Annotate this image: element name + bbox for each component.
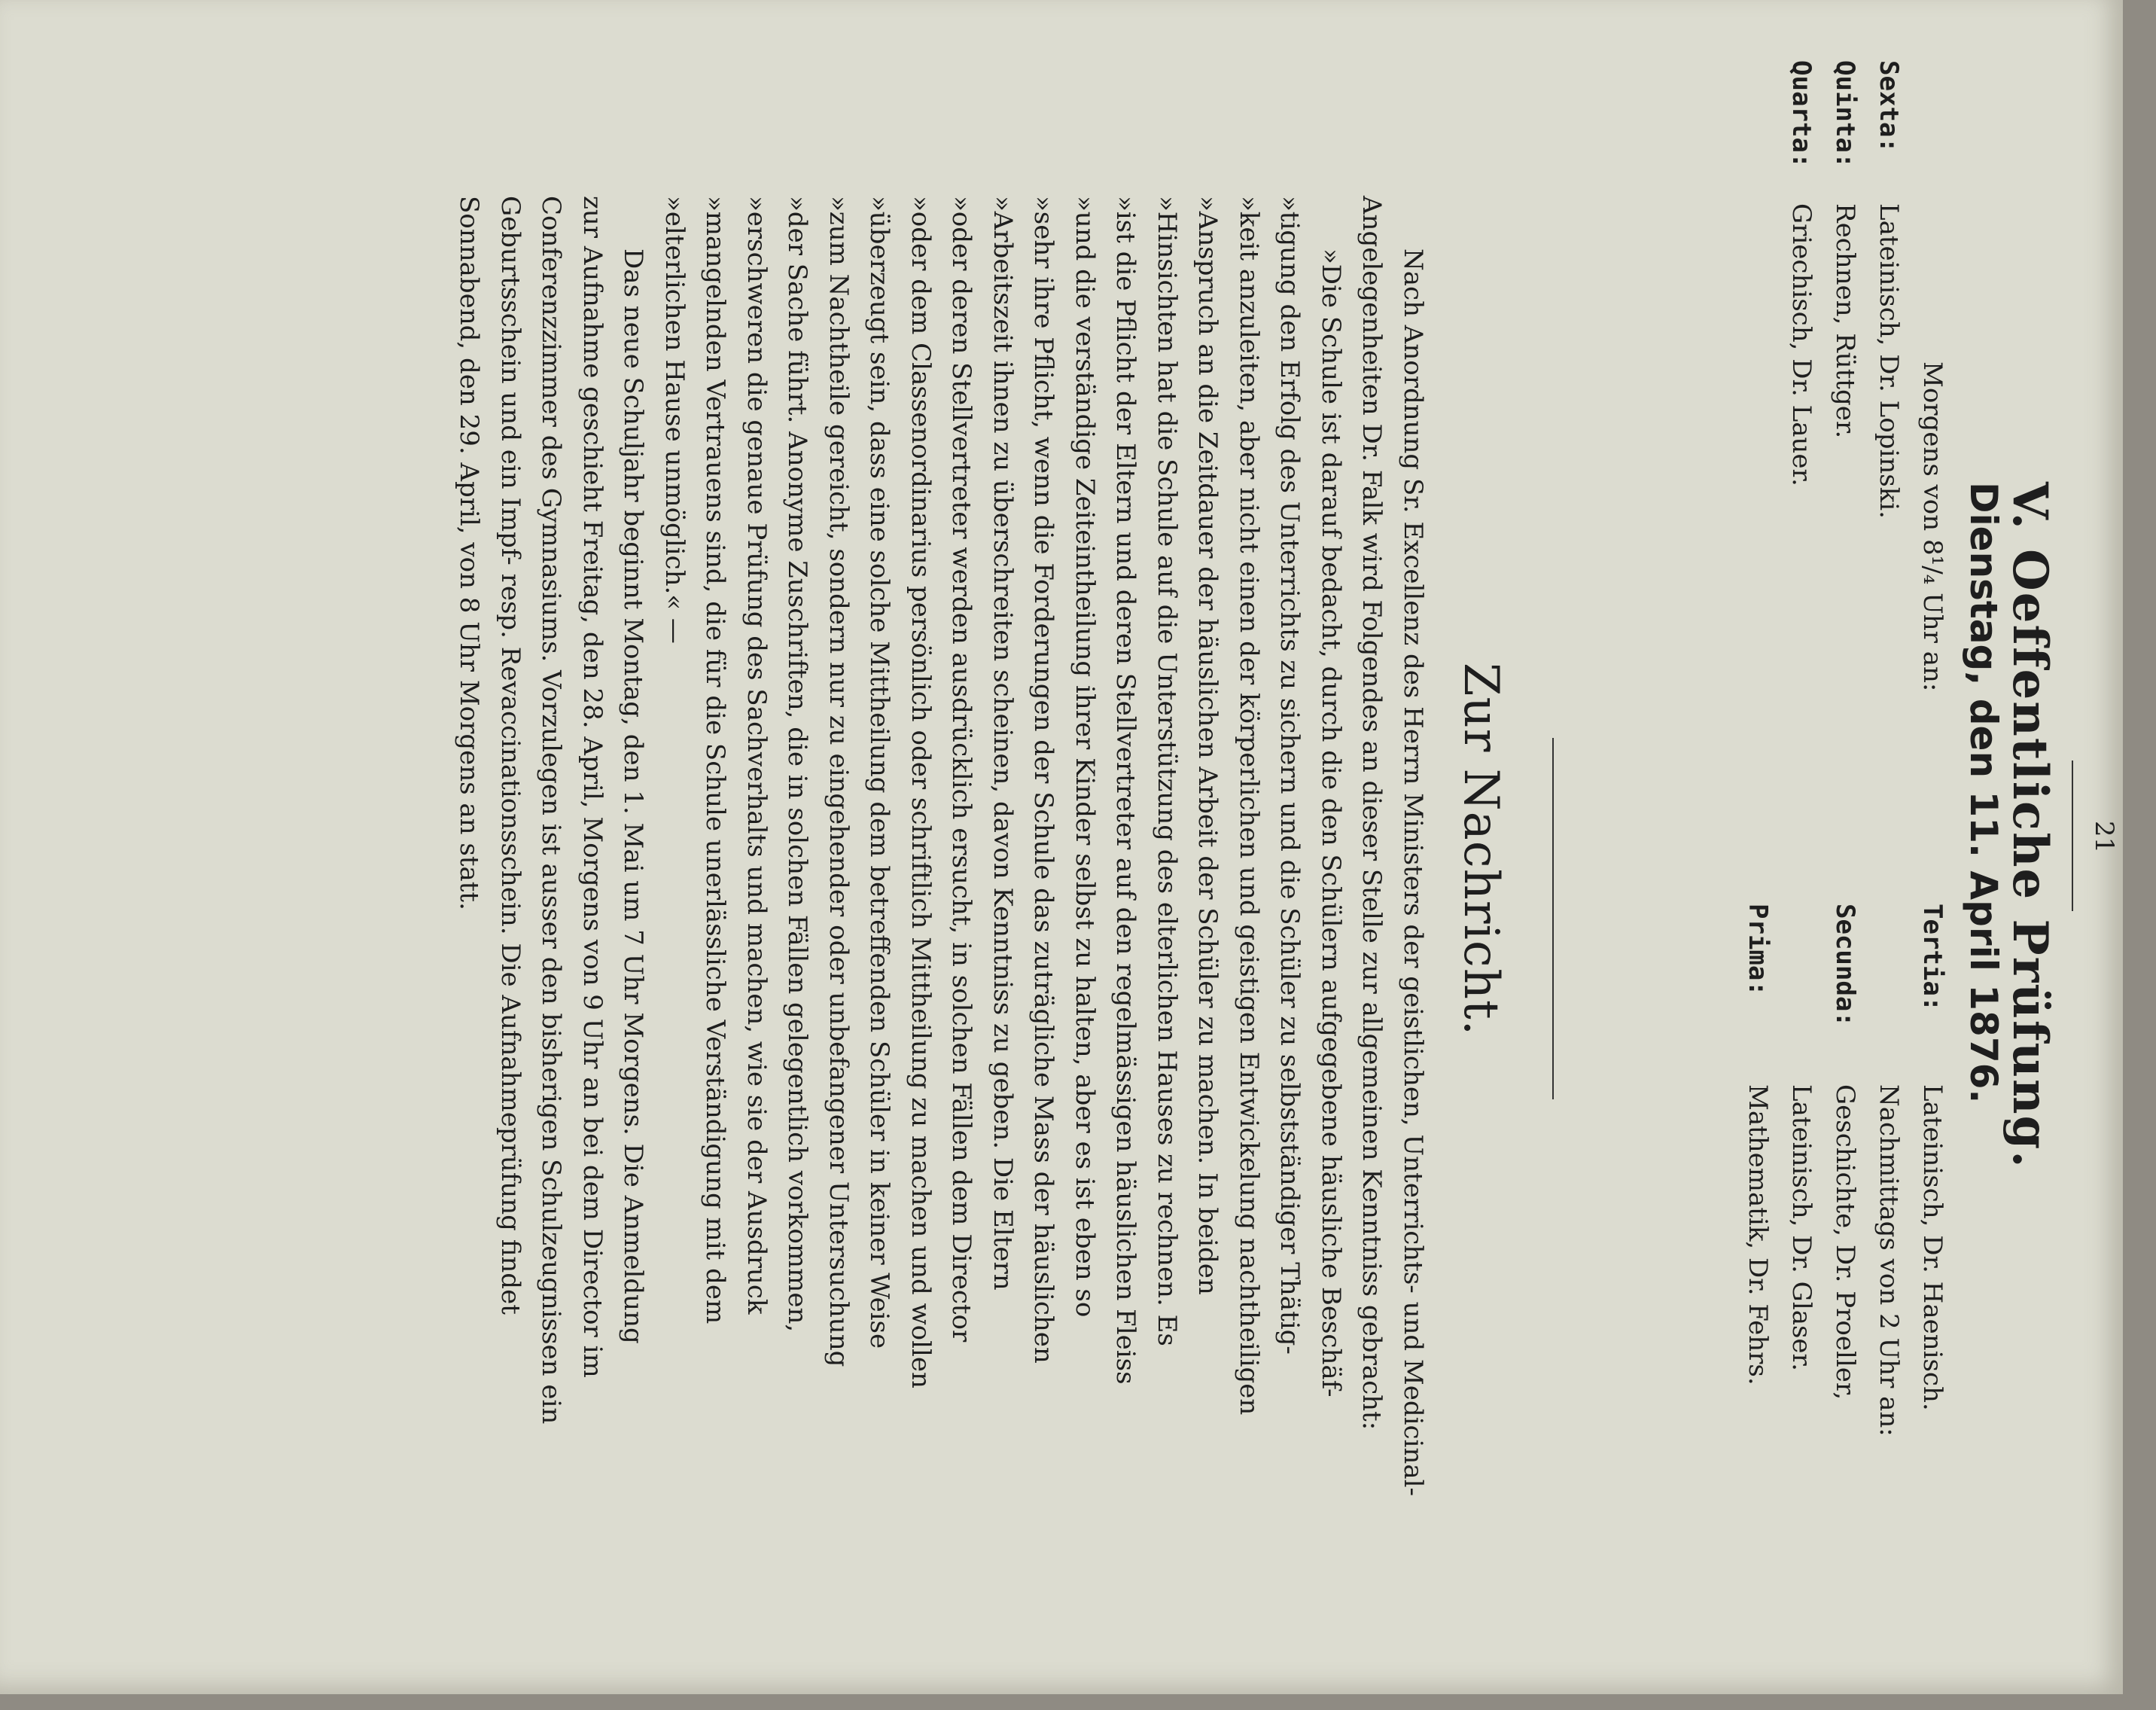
news-line: »überzeugt sein, dass eine solche Mittheilung dem betreffenden Schüler in keiner Weise [864, 196, 895, 1349]
news-line: Geburtsschein und ein Impf- resp. Revaccinationsschein. Die Aufnahmeprüfung findet [495, 196, 525, 1315]
section-divider [1552, 738, 1554, 1099]
news-line: »elterlichen Hause unmöglich.« — [659, 196, 690, 644]
news-line: »oder dem Classenordinarius persönlich oder schriftlich Mittheilung zu machen und wollen [906, 196, 936, 1388]
news-line: Sonnabend, den 29. April, von 8 Uhr Morgens an statt. [454, 196, 485, 910]
news-line: »Anspruch an die Zeitdauer der häuslichen Arbeit der Schüler zu machen. In beiden [1192, 196, 1223, 1295]
tertia-row [1911, 904, 1954, 1411]
news-line: »Die Schule ist darauf bedacht, durch die den Schülern aufgegebene häusliche Beschäf- [1316, 248, 1346, 1398]
sexta-text: Lateinisch, Dr. Lopinski. [1874, 203, 1904, 519]
secunda-row [1823, 904, 1867, 1401]
news-line: »oder deren Stellvertreter werden ausdrücklich ersucht, in solchen Fällen dem Director [946, 196, 977, 1343]
news-line: »Hinsichten hat die Schule auf die Unterstützung des elterlichen Hauses zu rechnen. Es [1152, 196, 1182, 1346]
exam-date: Dienstag, den 11. April 1876. [1962, 482, 2005, 1104]
page-number: 21 [2089, 821, 2119, 854]
news-line: Conferenzzimmer des Gymnasiums. Vorzulegen ist ausser den bisherigen Schulzeugnissen ein [536, 196, 567, 1425]
quarta-class: Quarta: [1786, 60, 1816, 169]
news-line: »Arbeitszeit ihnen zu überschreiten scheinen, davon Kenntniss zu geben. Die Eltern [988, 196, 1018, 1291]
news-line: »und die verständige Zeiteintheilung ihrer Kinder selbst zu halten, aber es ist eben so [1070, 196, 1100, 1318]
quinta-text: Rechnen, Rüttger. [1830, 203, 1860, 439]
top-rule [2072, 761, 2073, 911]
news-line: »zum Nachtheile gereicht, sondern nur zu eingehender oder unbefangener Untersuchung [824, 196, 854, 1367]
news-line: »keit anzuleiten, aber nicht einen der körperlichen und geistigen Entwickelung nachtheiligen [1234, 196, 1264, 1416]
news-title: Zur Nachricht. [1453, 663, 1509, 1037]
secunda-text-2: Lateinisch, Dr. Glaser. [1786, 1084, 1816, 1371]
afternoon-label: Nachmittags von 2 Uhr an: [1874, 1084, 1904, 1437]
news-line: »der Sache führt. Anonyme Zuschriften, die in solchen Fällen gelegentlich vorkommen, [782, 196, 813, 1333]
sexta-class: Sexta: [1874, 60, 1904, 153]
news-line: »ist die Pflicht der Eltern und deren Stellvertreter auf den regelmässigen häuslichen Fleiss [1110, 196, 1141, 1385]
news-line: »tigung den Erfolg des Unterrichts zu sichern und die Schüler zu selbstständiger Thätig- [1274, 196, 1305, 1355]
news-line: »erschweren die genaue Prüfung des Sachverhalts und machen, wie sie der Ausdruck [742, 196, 772, 1315]
quinta-class: Quinta: [1830, 60, 1860, 169]
quinta-row [1823, 60, 1867, 439]
sexta-row [1867, 60, 1911, 519]
news-line: Das neue Schuljahr beginnt Montag, den 1. Mai um 7 Uhr Morgens. Die Anmeldung [618, 248, 649, 1344]
news-line: »mangelnden Vertrauens sind, die für die Schule unerlässliche Verständigung mit dem [700, 196, 731, 1324]
news-line: Angelegenheiten Dr. Falk wird Folgendes an dieser Stelle zur allgemeinen Kenntniss gebracht: [1357, 196, 1387, 1431]
quarta-row [1780, 60, 1823, 486]
news-line: »sehr ihre Pflicht, wenn die Forderungen der Schule das zuträgliche Mass der häuslichen [1028, 196, 1059, 1364]
tertia-text: Lateinisch, Dr. Haenisch. [1917, 1084, 1947, 1411]
prima-text: Mathematik, Dr. Fehrs. [1743, 1084, 1773, 1385]
prima-row [1736, 904, 1780, 1385]
morning-label: Morgens von 8¹/₄ Uhr an: [1917, 361, 1947, 692]
secunda-class: Secunda: [1830, 904, 1860, 1027]
secunda-text-1: Geschichte, Dr. Proeller, [1830, 1084, 1860, 1401]
news-line: zur Aufnahme geschieht Freitag, den 28. April, Morgens von 9 Uhr an bei dem Director im [577, 196, 608, 1378]
news-body [449, 196, 1433, 1551]
exam-title: V. Oeffentliche Prüfung. [2002, 482, 2058, 1169]
quarta-text: Griechisch, Dr. Lauer. [1786, 203, 1816, 486]
news-line: Nach Anordnung Sr. Excellenz des Herrn Ministers der geistlichen, Unterrichts- und Medicinal- [1398, 248, 1428, 1496]
prima-class: Prima: [1743, 904, 1773, 996]
tertia-class: Tertia: [1917, 904, 1947, 1012]
